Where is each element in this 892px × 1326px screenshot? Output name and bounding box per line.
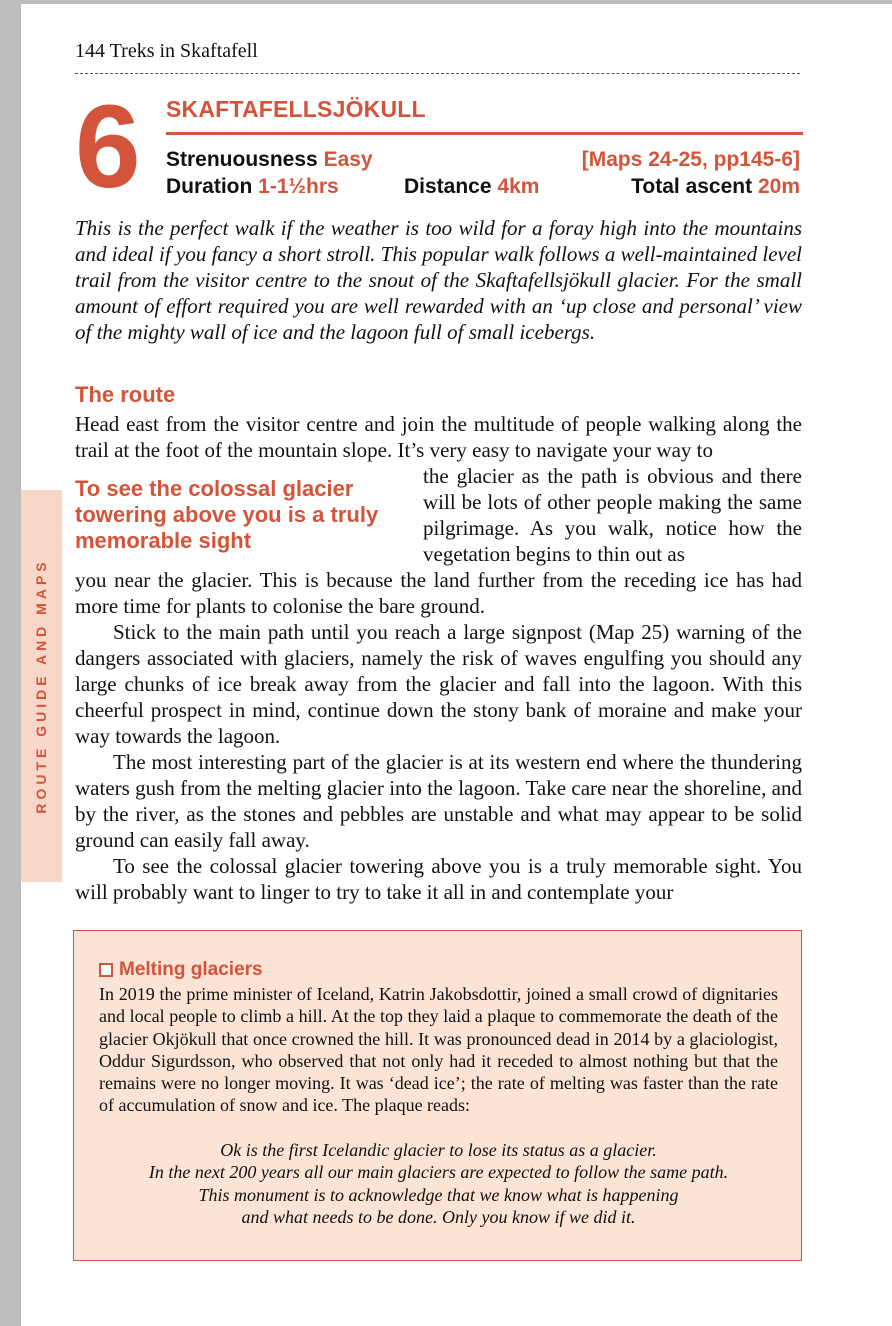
route-heading: The route: [75, 382, 176, 407]
route-body: [75, 619, 802, 905]
maps-reference: [Maps 24-25, pp145-6]: [581, 148, 800, 171]
plaque-line: and what needs to be done. Only you know if we did it.: [241, 1206, 636, 1227]
distance-label: Distance: [404, 175, 492, 198]
trek-title: SKAFTAFELLSJÖKULL: [166, 96, 426, 122]
route-paragraph-2: Stick to the main path until you reach a large signpost (Map 25) warning of the dangers associated with glaciers, namely the risk of waves engulfing you should any large chunks of ice break away from the glacier and fall into the lagoon. With this cheerful prospect in mind, continue down the stony bank of moraine and make your way towards the lagoon.: [75, 620, 802, 748]
strenuousness-value: Easy: [323, 148, 373, 171]
route-paragraph-1-part-1: Head east from the visitor centre and join the multitude of people walking along the trail at the foot of the mountain slope. It’s very easy to navigate your way to: [75, 412, 802, 462]
ascent-stat: [631, 175, 800, 199]
box-heading-label: Melting glaciers: [119, 959, 263, 980]
ascent-label: Total ascent: [631, 175, 753, 198]
route-paragraph-1-part-3: you near the glacier. This is because the land further from the receding ice has had more time for plants to colonise the bare ground.: [75, 568, 802, 618]
distance-stat: [404, 175, 539, 199]
pull-quote: To see the colossal glacier towering above you is a truly memorable sight: [75, 476, 379, 553]
ascent-value: 20m: [757, 175, 800, 198]
trek-number: 6: [75, 81, 141, 213]
duration-label: Duration: [166, 175, 253, 198]
header-rule: [75, 73, 800, 74]
box-text: In 2019 the prime minister of Iceland, Katrin Jakobsdottir, joined a small crowd of dignitaries and local people to climb a hill. At the top they laid a plaque to commemorate the death of the glacier Okjökull that once crowned the hill. It was pronounced dead in 2014 by a glaciologist, Oddur Sigurdsson, who observed that not only had it receded to almost nothing but that the remains were no longer moving. It was ‘dead ice’; the rate of melting was faster than the rate of accumulation of snow and ice. The plaque reads:: [99, 984, 778, 1116]
plaque-line: This monument is to acknowledge that we know what is happening: [198, 1184, 679, 1205]
melting-glaciers-box: [73, 930, 802, 1261]
duration-value: 1-1½hrs: [258, 175, 339, 198]
strenuousness-stat: [166, 148, 373, 172]
route-paragraph-4: To see the colossal glacier towering above you is a truly memorable sight. You will probably want to linger to try to take it all in and contemplate your: [75, 854, 802, 904]
plaque-quote: [99, 1139, 778, 1228]
running-head: 144 Treks in Skaftafell: [75, 40, 258, 62]
title-rule: [166, 132, 803, 135]
route-paragraph-1-part-2: the glacier as the path is obvious and there will be lots of other people making the same pilgrimage. As you walk, notice how the vegetation begins to thin out as: [423, 464, 802, 566]
strenuousness-label: Strenuousness: [166, 148, 318, 171]
plaque-line: Ok is the first Icelandic glacier to lose its status as a glacier.: [220, 1140, 657, 1160]
intro-paragraph: This is the perfect walk if the weather is too wild for a foray high into the mountains and ideal if you fancy a short stroll. This popular walk follows a well-maintained level trail from the visitor centre to the snout of the Skaftafellsjökull glacier. For the small amount of effort required you are well rewarded with an ‘up close and personal’ view of the mighty wall of ice and the lagoon full of small icebergs.: [75, 216, 802, 344]
checkbox-icon: [99, 963, 113, 977]
side-tab-label: ROUTE GUIDE AND MAPS: [33, 558, 49, 814]
plaque-line: In the next 200 years all our main glaciers are expected to follow the same path.: [148, 1162, 729, 1183]
box-heading: [99, 959, 263, 981]
duration-stat: [166, 175, 339, 199]
distance-value: 4km: [497, 175, 540, 198]
route-paragraph-3: The most interesting part of the glacier is at its western end where the thundering waters gush from the melting glacier into the lagoon. Take care near the shoreline, and by the river, as the stones and pebbles are unstable and what may appear to be solid ground can easily fall away.: [75, 750, 802, 852]
book-page: [21, 4, 892, 1326]
